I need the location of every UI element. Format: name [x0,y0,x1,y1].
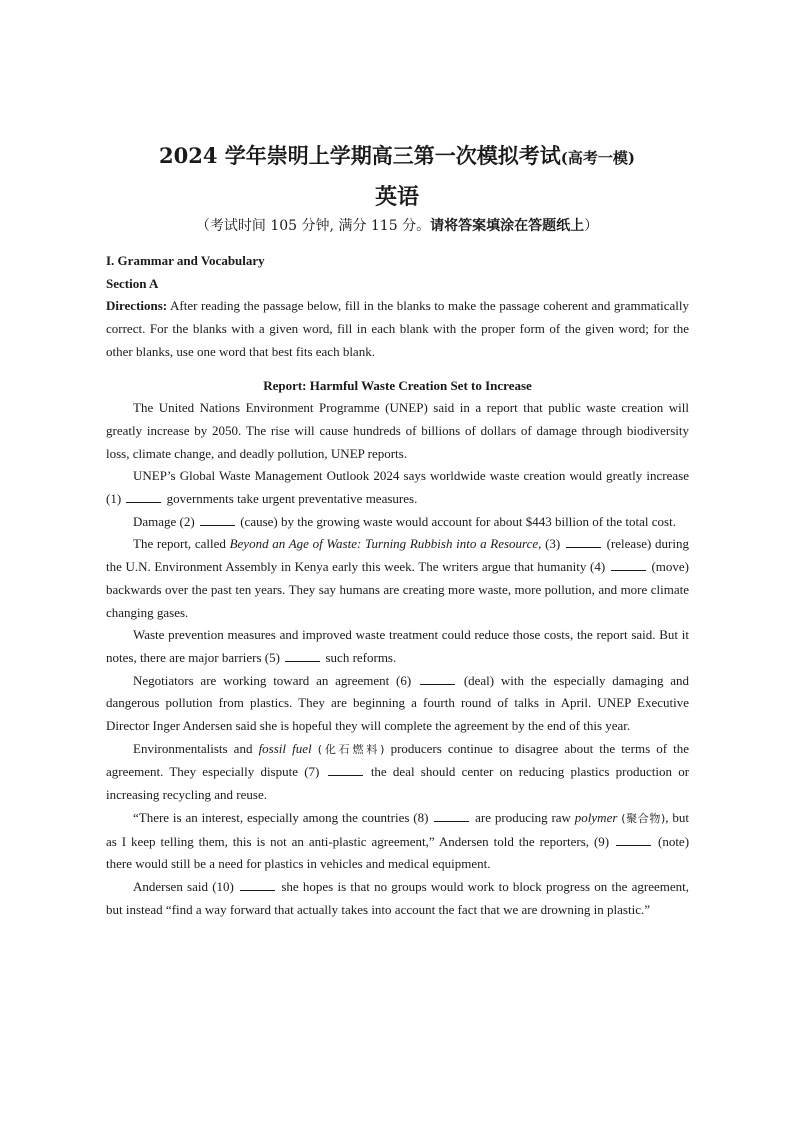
paragraph-text: producers continue to disagree about the terms of the agreement. They especially dispute (7) [106,740,690,780]
exam-content [106,250,689,921]
paragraph-text: (note) there would still be a need for plastics in vehicles and medical equipment. [106,833,690,872]
chinese-gloss: (聚合物) [621,811,666,825]
exam-title-sub: (高考一模) [560,149,635,167]
answer-blank-8 [434,809,469,822]
paragraph-text: she hopes is that no groups would work to block progress on the agreement, but instead “find a way forward that actually takes into account the fact that we are drowning in plastic.” [106,878,690,917]
article-paragraph [106,807,689,876]
exam-note [0,215,794,235]
paragraph-text: the deal should center on reducing plastics production or increasing recycling and reuse. [106,764,690,803]
paragraph-text: governments take urgent preventative measures. [166,491,418,507]
exam-title [0,140,794,170]
answer-blank-7 [328,763,363,776]
directions-label: Directions: [106,298,168,314]
paragraph-text: (cause) by the growing waste would account for about $443 billion of the total cost. [240,513,676,529]
paragraph-text: Andersen said (10) [133,878,234,894]
paragraph-text: (deal) with the especially damaging and dangerous pollution from plastics. They are beginning a fourth round of talks in April. UNEP Executive Director Inger Andersen said she is hopeful they will complete the agreement by the end of this year. [106,672,690,734]
term-italic: fossil fuel [258,740,312,756]
article-paragraph [106,670,689,738]
paragraph-text: “There is an interest, especially among the countries (8) [133,809,429,825]
exam-title-main: 2024 学年崇明上学期高三第一次模拟考试 [159,143,561,168]
paragraph-text: (release) during the U.N. Environment Assembly in Kenya early this week. The writers argue that humanity (4) [106,536,689,575]
paragraph-text: , but as I keep telling them, this is not an anti-plastic agreement,” Andersen told the reporters, (9) [106,809,689,849]
paragraph-text: UNEP’s Global Waste Management Outlook 2024 says worldwide waste creation would greatly increase (1) [106,468,689,507]
directions-text: After reading the passage below, fill in the blanks to make the passage coherent and grammatically correct. For the blanks with a given word, fill in each blank with the proper form of the given word; for the other blanks, use one word that best fits each blank. [106,298,689,359]
term-italic: polymer [574,809,618,825]
article-paragraph [106,533,689,624]
answer-blank-10 [240,878,275,891]
article-paragraph [106,465,689,510]
report-title-italic: Beyond an Age of Waste: Turning Rubbish into a Resource [229,536,539,552]
paragraph-text: , (3) [538,536,561,552]
answer-blank-9 [616,833,651,846]
answer-blank-5 [285,649,320,662]
article-paragraph [106,876,689,921]
article-paragraph [106,624,689,669]
paragraph-text: Waste prevention measures and improved waste treatment could reduce those costs, the report said. But it notes, there are major barriers (5) [106,627,689,665]
section-heading: Section A [106,275,159,291]
answer-blank-6 [420,672,455,685]
article-paragraph [106,511,689,534]
directions [106,295,689,363]
exam-note-text: （考试时间 105 分钟, 满分 115 分。 [195,218,431,234]
article-title: Report: Harmful Waste Creation Set to Increase [263,377,532,393]
answer-blank-3 [566,535,601,548]
paragraph-text: The report, called [133,536,226,552]
paragraph-text: such reforms. [325,649,397,665]
paragraph-text: Negotiators are working toward an agreement (6) [133,672,412,688]
paragraph-text: Damage (2) [133,513,195,529]
answer-blank-2 [200,513,235,526]
article-paragraph [106,738,689,807]
paragraph-text: are producing raw [475,809,571,825]
part-heading: I. Grammar and Vocabulary [106,253,265,268]
exam-note-instruction: 请将答案填涂在答题纸上 [430,218,585,234]
chinese-gloss: (化石燃料) [317,742,385,756]
exam-note-close: ） [584,218,599,234]
answer-blank-1 [126,490,161,503]
paragraph-text: Environmentalists and [133,740,253,756]
paragraph-text: (move) backwards over the past ten years. They say humans are creating more waste, more pollution, and more climate changing gases. [106,559,690,620]
subject-title: 英语 [374,184,419,210]
article-paragraph: The United Nations Environment Programme (UNEP) said in a report that public waste creation will greatly increase by 2050. The rise will cause hundreds of billions of dollars of damage through biodiversity loss, climate change, and deadly pollution, UNEP reports. [106,400,689,461]
answer-blank-4 [611,558,646,571]
